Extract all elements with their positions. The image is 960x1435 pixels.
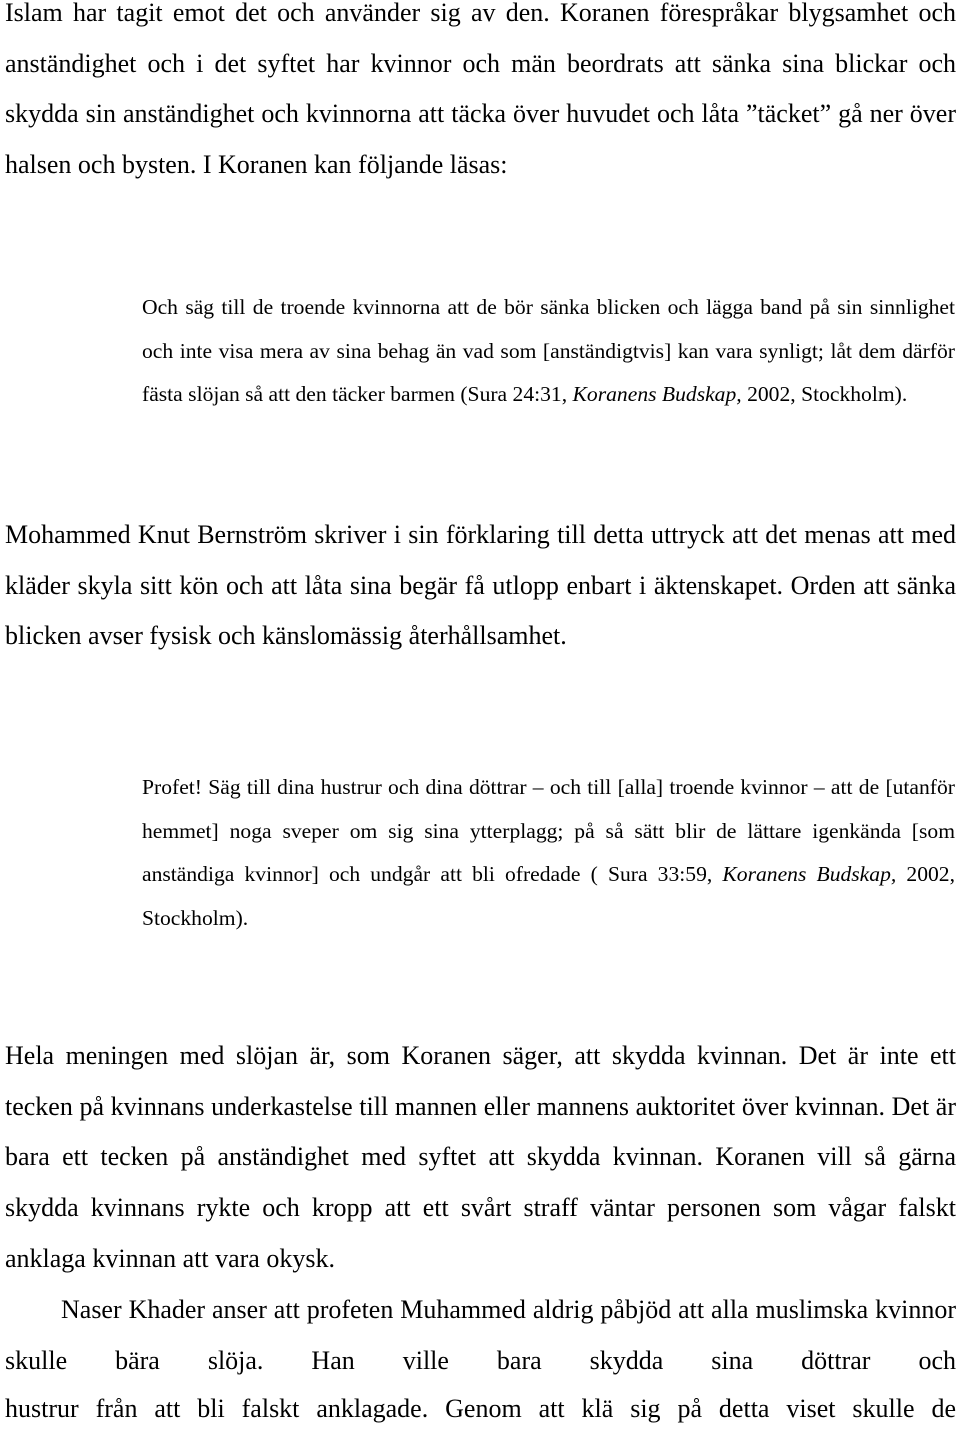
paragraph-continuation: hustrur från att bli falskt anklagade. Genom att klä sig på detta viset skulle de (5, 1394, 956, 1423)
paragraph-bernstrom: Mohammed Knut Bernström skriver i sin förklaring till detta uttryck att det menas att med kläder skyla sitt kön och att låta sina begär få utlopp enbart i äktenskapet. Orden att sänka blicken avser fysisk och känslomässig återhållsamhet. (5, 520, 956, 651)
quote-sura-24-31 (142, 286, 955, 417)
quote-source-rest: 2002, Stockholm). (741, 382, 908, 406)
quote-sura-33-59 (142, 766, 955, 940)
quote-text: Och säg till de troende kvinnorna att de bör sänka blicken och lägga band på sin sinnlighet och inte visa mera av sina behag än vad som [anständigtvis] kan vara synligt; låt dem därför fästa slöjan så att den täcker barmen (Sura 24:31, (142, 295, 955, 406)
paragraph-naser-khader: Naser Khader anser att profeten Muhammed aldrig påbjöd att alla muslimska kvinnor skulle bära slöja. Han ville bara skydda sina döttrar och (5, 1295, 956, 1375)
paragraph-meaning-of-veil: Hela meningen med slöjan är, som Koranen säger, att skydda kvinnan. Det är inte ett tecken på kvinnans underkastelse till mannen eller mannens auktoritet över kvinnan. Det är bara ett tecken på anständighet med syftet att skydda kvinnan. Koranen vill så gärna skydda kvinnans rykte och kropp att ett svårt straff väntar personen som vågar falskt anklaga kvinnan att vara okysk. (5, 1041, 956, 1273)
quote-text: Profet! Säg till dina hustrur och dina döttrar – och till [alla] troende kvinnor – att de [utanför hemmet] noga sveper om sig sina ytterplagg; på så sätt blir de lättare igenkända [som anständiga kvinnor] och undgår att bli ofredade ( Sura 33:59, (142, 775, 955, 886)
quote-source-title: Koranens Budskap, (572, 382, 742, 406)
quote-source-title: Koranens Budskap, (722, 862, 897, 886)
quote-source-rest: 2002, Stockholm). (142, 862, 955, 930)
paragraph-intro: Islam har tagit emot det och använder sig av den. Koranen förespråkar blygsamhet och anständighet och i det syftet har kvinnor och män beordrats att sänka sina blickar och skydda sin anständighet och kvinnorna att täcka över huvudet och låta ”täcket” gå ner över halsen och bysten. I Koranen kan följande läsas: (5, 0, 956, 180)
